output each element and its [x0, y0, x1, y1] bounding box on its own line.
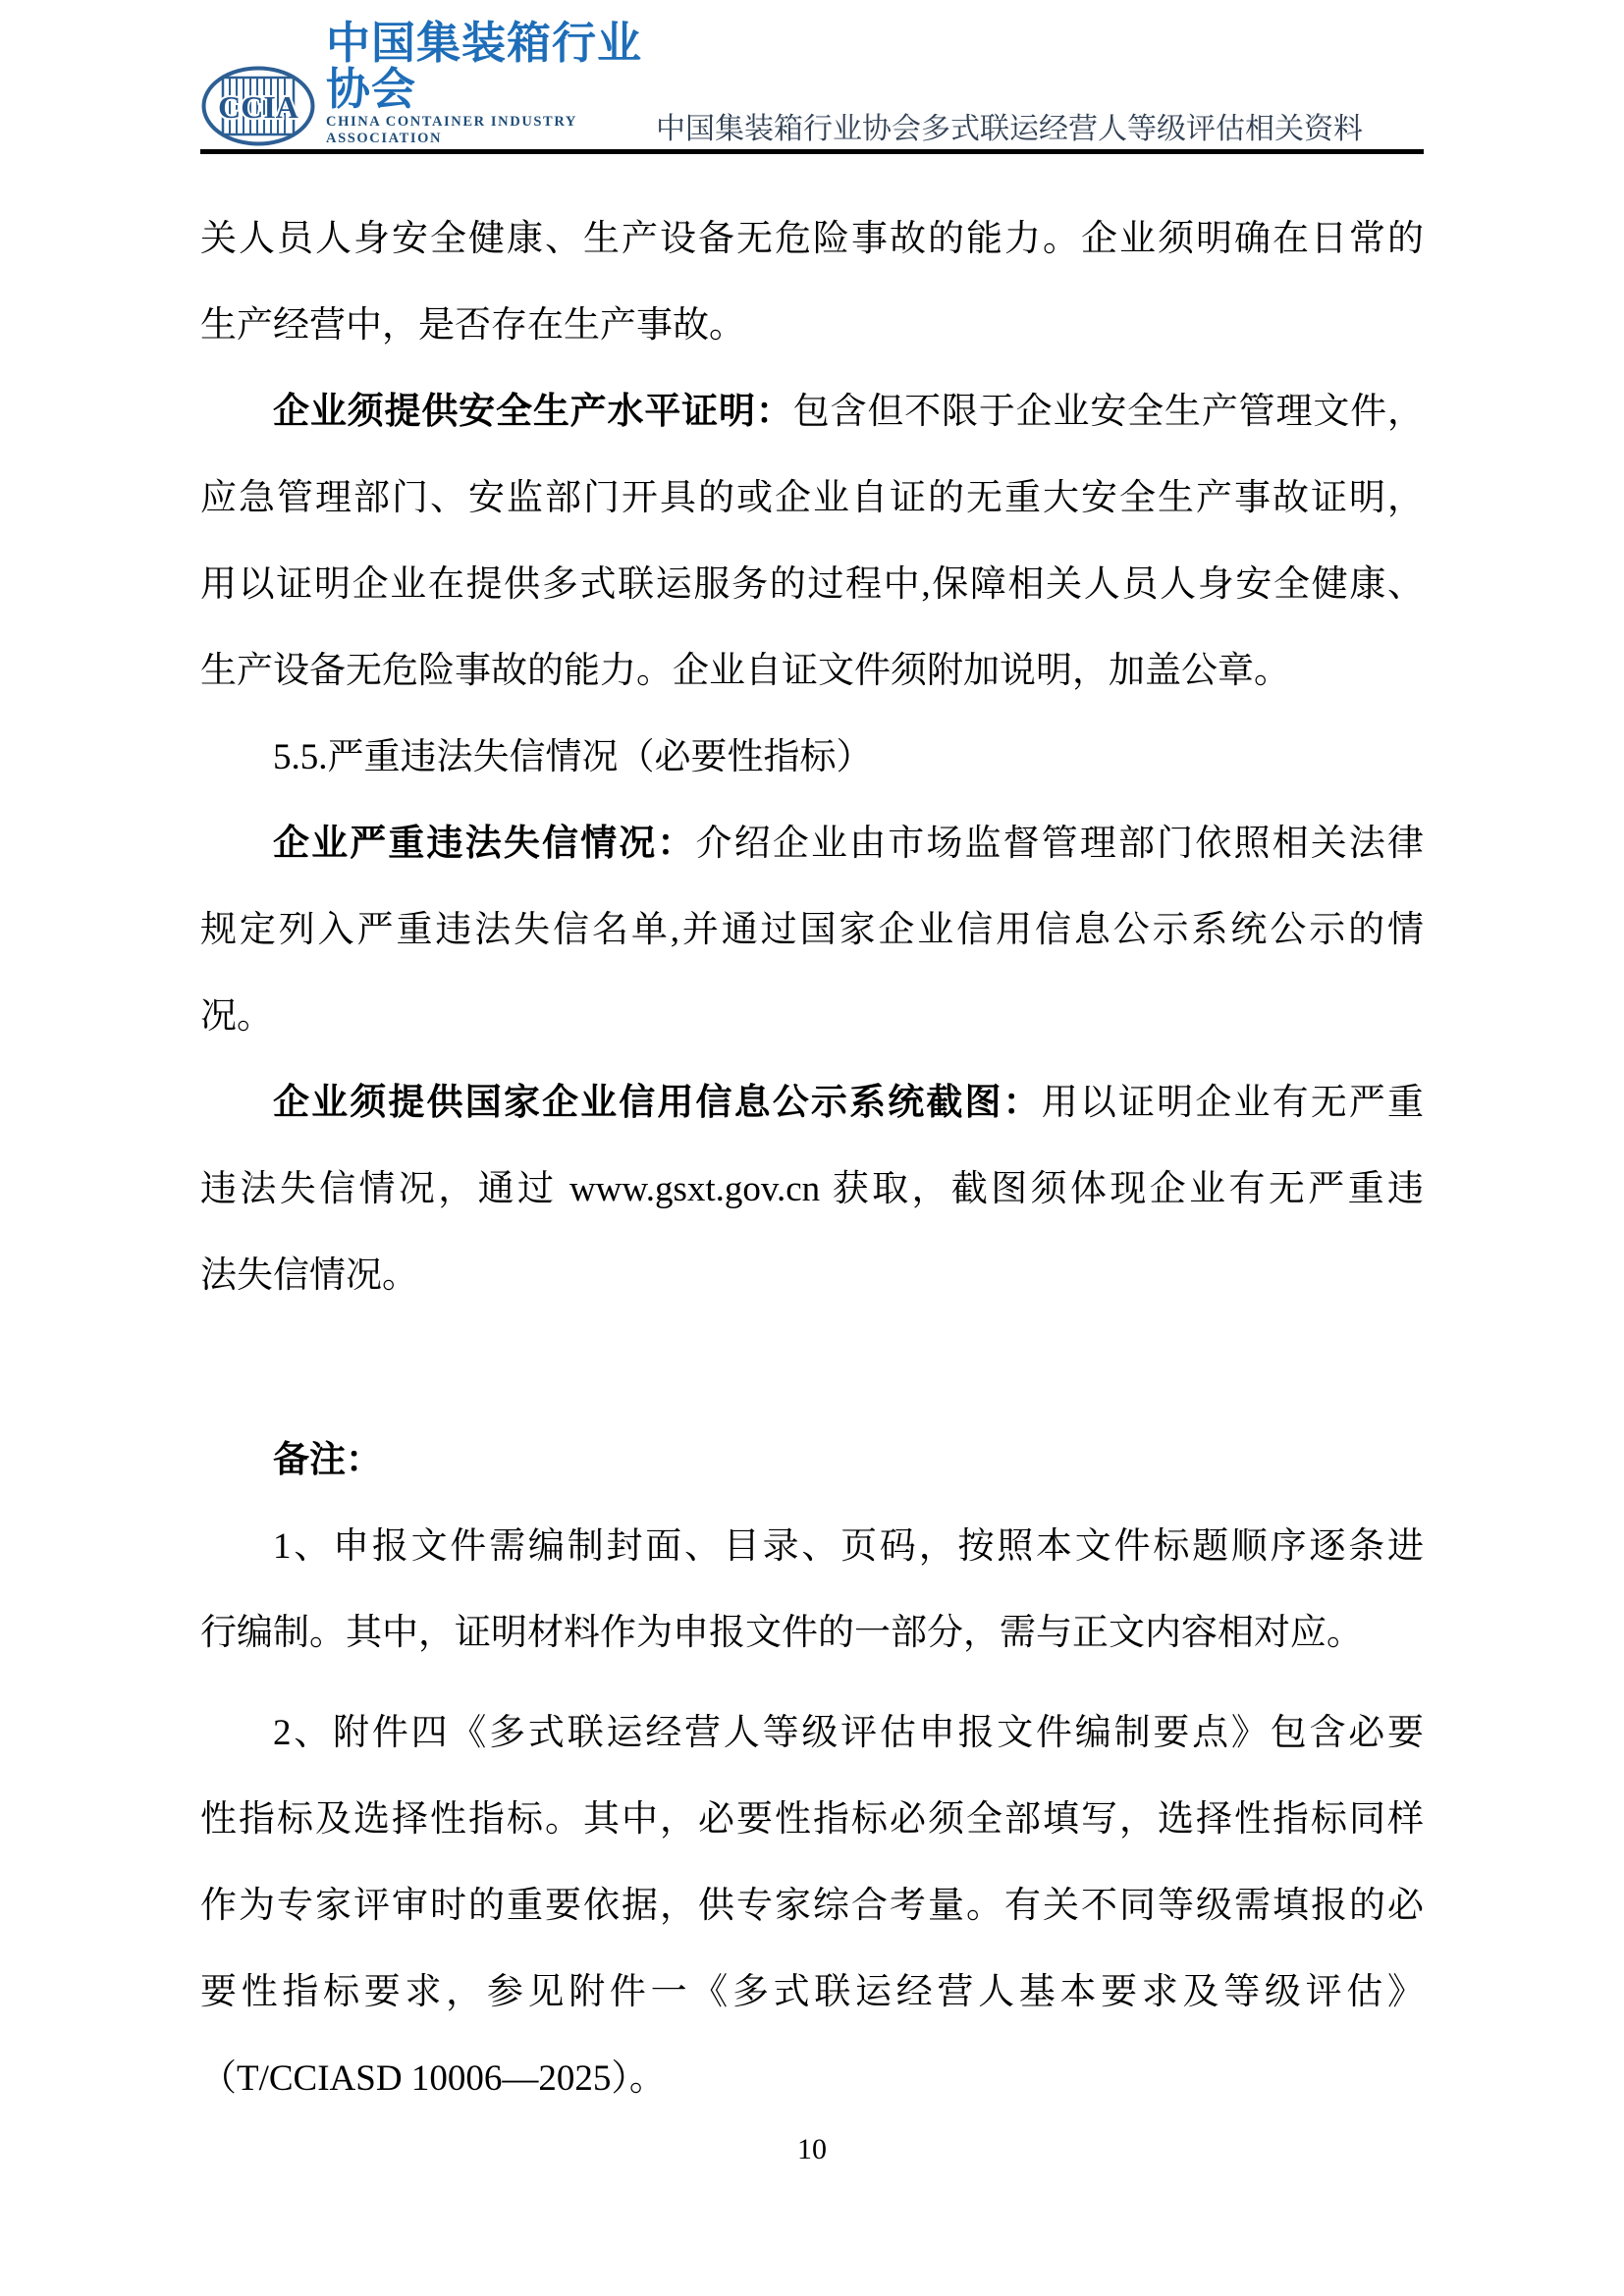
ccia-logo — [200, 17, 656, 150]
body-line — [200, 369, 1424, 455]
body-text: 法失信情况。 — [200, 1255, 418, 1296]
body-text: 规定列入严重违法失信名单,并通过国家企业信用信息公示系统公示的情 — [200, 910, 1424, 950]
body-text: 5.5.严重违法失信情况（必要性指标） — [273, 737, 873, 777]
body-text: 生产经营中，是否存在生产事故。 — [200, 305, 745, 346]
body-text: 包含但不限于企业安全生产管理文件， — [792, 392, 1425, 432]
note-line — [200, 1504, 1424, 1590]
body-text: 作为专家评审时的重要依据，供专家综合考量。有关不同等级需填报的必 — [200, 1886, 1424, 1926]
note-line — [200, 1949, 1424, 2036]
body-line — [200, 1147, 1424, 1233]
header-doc-title: 中国集装箱行业协会多式联运经营人等级评估相关资料 — [656, 113, 1363, 145]
org-name-en: CHINA CONTAINER INDUSTRY ASSOCIATION — [326, 114, 577, 146]
body-text: 关人员人身安全健康、生产设备无危险事故的能力。企业须明确在日常的 — [200, 219, 1424, 259]
body-line — [200, 628, 1424, 715]
ccia-logo-acronym: CCIA — [218, 89, 298, 125]
body-line — [200, 283, 1424, 369]
body-line — [200, 801, 1424, 887]
body-text-bold: 备注： — [273, 1440, 382, 1480]
body-text: （T/CCIASD 10006—2025）。 — [200, 2058, 666, 2099]
body-text: 应急管理部门、安监部门开具的或企业自证的无重大安全生产事故证明， — [200, 478, 1424, 518]
notes-heading — [200, 1417, 1424, 1504]
body-line — [200, 1060, 1424, 1147]
body-text: 要性指标要求，参见附件一《多式联运经营人基本要求及等级评估》 — [200, 1972, 1424, 2012]
logo-text-block — [326, 17, 656, 150]
body-line — [200, 1233, 1424, 1319]
body-text: 用以证明企业在提供多式联运服务的过程中,保障相关人员人身安全健康、 — [200, 564, 1424, 605]
note-line — [200, 1777, 1424, 1863]
body-text: 性指标及选择性指标。其中，必要性指标必须全部填写，选择性指标同样 — [200, 1799, 1424, 1840]
body-text: 况。 — [200, 996, 273, 1037]
body-text: 2、附件四《多式联运经营人等级评估申报文件编制要点》包含必要 — [273, 1713, 1424, 1753]
body-line — [200, 455, 1424, 542]
body-line — [200, 196, 1424, 283]
body-line — [200, 542, 1424, 628]
body-line — [200, 974, 1424, 1060]
body-text: 行编制。其中，证明材料作为申报文件的一部分，需与正文内容相对应。 — [200, 1613, 1363, 1653]
page-header — [200, 0, 1424, 154]
body-text: 违法失信情况，通过 www.gsxt.gov.cn 获取，截图须体现企业有无严重违 — [200, 1169, 1424, 1209]
note-line — [200, 1690, 1424, 1777]
document-body — [200, 196, 1424, 2122]
body-text: 用以证明企业有无严重 — [1041, 1083, 1425, 1123]
body-line — [200, 887, 1424, 974]
body-text-bold: 企业须提供国家企业信用信息公示系统截图： — [273, 1083, 1042, 1123]
note-line — [200, 1863, 1424, 1949]
section-heading-5-5 — [200, 715, 1424, 801]
body-text: 生产设备无危险事故的能力。企业自证文件须附加说明，加盖公章。 — [200, 651, 1290, 691]
body-text-bold: 企业须提供安全生产水平证明： — [273, 392, 793, 432]
ccia-logo-icon — [200, 66, 316, 151]
note-line — [200, 2036, 1424, 2122]
page-number: 10 — [797, 2133, 827, 2165]
body-text-bold: 企业严重违法失信情况： — [273, 824, 696, 864]
org-name-cn: 中国集装箱行业协会 — [326, 17, 643, 114]
body-text: 介绍企业由市场监督管理部门依照相关法律 — [695, 824, 1425, 864]
note-line — [200, 1590, 1424, 1677]
body-text: 1、申报文件需编制封面、目录、页码，按照本文件标题顺序逐条进 — [273, 1526, 1424, 1567]
